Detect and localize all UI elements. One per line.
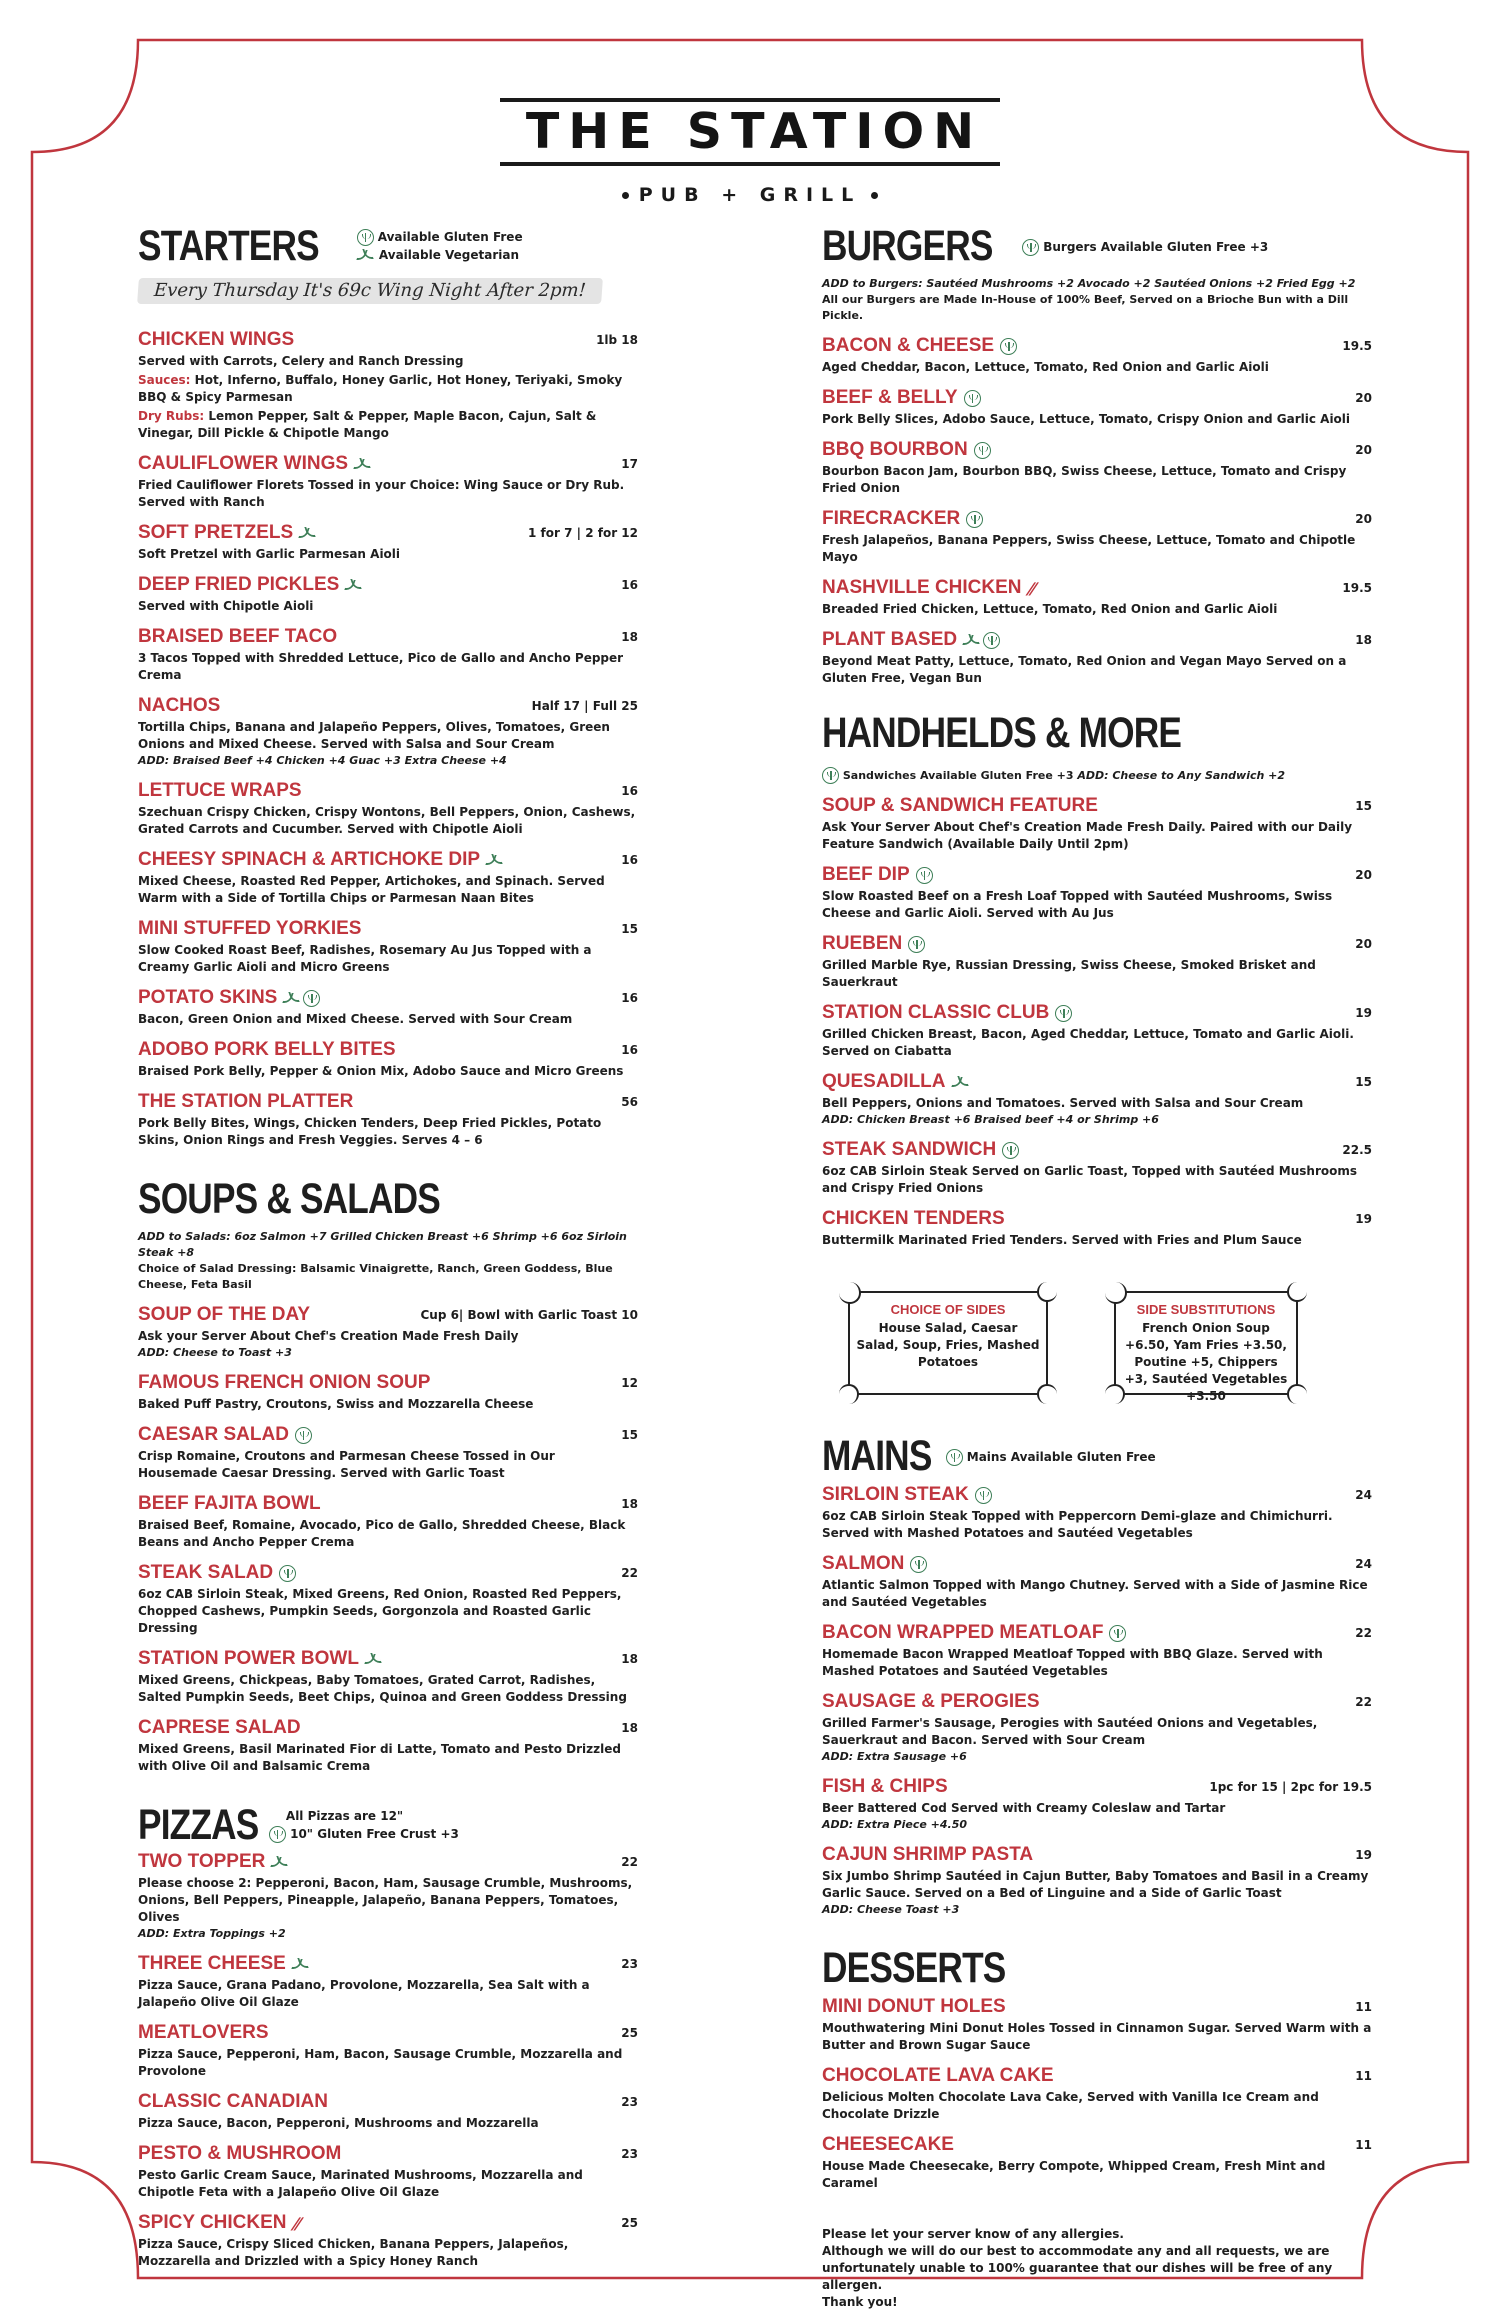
- sides-area: [822, 1249, 1372, 1424]
- section-header: [138, 1801, 638, 1849]
- rubs-list: Lemon Pepper, Salt & Pepper, Maple Bacon, Cajun, Salt & Vinegar, Dill Pickle & Chipotle Mango: [138, 409, 597, 440]
- item-description: Slow Cooked Roast Beef, Radishes, Rosemary Au Jus Topped with a Creamy Garlic Aioli and Micro Greens: [138, 943, 592, 974]
- rubs-label: Dry Rubs:: [138, 409, 205, 423]
- item-price: 22: [1355, 1626, 1372, 1640]
- menu-item: [822, 2134, 1372, 2192]
- menu-item: [822, 629, 1372, 687]
- section-burgers: [822, 222, 1372, 687]
- side-substitutions-text: French Onion Soup +6.50, Yam Fries +3.50, Poutine +5, Chippers +3, Sautéed Vegetables +3.50: [1124, 1321, 1288, 1403]
- item-price: 20: [1355, 937, 1372, 951]
- gluten-free-icon: [279, 1565, 296, 1582]
- item-name: LETTUCE WRAPS: [138, 780, 302, 801]
- item-price: 1 for 7 | 2 for 12: [528, 526, 638, 540]
- wing-dry-rubs: [138, 408, 638, 442]
- item-addon: ADD: Cheese to Toast +3: [138, 1346, 292, 1359]
- section-header: [822, 709, 1372, 757]
- brand-bottom-rule: [500, 162, 1000, 166]
- item-name: BACON & CHEESE: [822, 335, 995, 356]
- item-price: 18: [1355, 633, 1372, 647]
- pizza-gf-note: 10" Gluten Free Crust +3: [290, 1827, 459, 1841]
- vegetarian-icon: [952, 1077, 966, 1087]
- menu-item: [822, 1139, 1372, 1197]
- item-name: FISH & CHIPS: [822, 1776, 948, 1797]
- item-description: Baked Puff Pastry, Croutons, Swiss and Mozzarella Cheese: [138, 1397, 534, 1411]
- item-description: Bacon, Green Onion and Mixed Cheese. Served with Sour Cream: [138, 1012, 573, 1026]
- item-name: DEEP FRIED PICKLES: [138, 574, 340, 595]
- item-name: CAPRESE SALAD: [138, 1717, 301, 1738]
- side-substitutions-box: [1114, 1291, 1298, 1403]
- item-description: Pork Belly Bites, Wings, Chicken Tenders, Deep Fried Pickles, Potato Skins, Onion Rings and Fresh Veggies. Serves 4 – 6: [138, 1116, 602, 1147]
- item-name: CHICKEN TENDERS: [822, 1208, 1005, 1229]
- item-price: 24: [1355, 1557, 1372, 1571]
- item-name: CAJUN SHRIMP PASTA: [822, 1844, 1034, 1865]
- choice-of-sides-text: House Salad, Caesar Salad, Soup, Fries, Mashed Potatoes: [856, 1321, 1040, 1369]
- menu-item: [138, 2022, 638, 2080]
- menu-item: [822, 1844, 1372, 1918]
- item-price: 16: [621, 578, 638, 592]
- menu-item: [138, 849, 638, 907]
- side-substitutions-title: SIDE SUBSTITUTIONS: [1136, 1302, 1276, 1317]
- brand-title: THE STATION: [525, 103, 984, 160]
- item-description: Mixed Cheese, Roasted Red Pepper, Artichokes, and Spinach. Served Warm with a Side of Tortilla Chips or Parmesan Naan Bites: [138, 874, 605, 905]
- item-addon: ADD: Cheese Toast +3: [822, 1903, 960, 1916]
- item-description: Ask your Server About Chef's Creation Made Fresh Daily: [138, 1329, 519, 1343]
- menu-item: [138, 626, 638, 684]
- burger-addons-text: ADD to Burgers: Sautéed Mushrooms +2 Avocado +2 Sautéed Onions +2 Fried Egg +2: [822, 277, 1356, 290]
- item-description: Fried Cauliflower Florets Tossed in your Choice: Wing Sauce or Dry Rub. Served with Ranch: [138, 478, 625, 509]
- sandwich-cheese-addon: ADD: Cheese to Any Sandwich +2: [1077, 768, 1286, 782]
- item-description: Soft Pretzel with Garlic Parmesan Aioli: [138, 547, 401, 561]
- menu-item: [822, 933, 1372, 991]
- menu-item: [822, 795, 1372, 853]
- gluten-free-icon: [822, 767, 839, 784]
- item-price: 23: [621, 1957, 638, 1971]
- item-price: 15: [1355, 1075, 1372, 1089]
- item-name: CHOCOLATE LAVA CAKE: [822, 2065, 1054, 2086]
- item-description: Atlantic Salmon Topped with Mango Chutney. Served with a Side of Jasmine Rice and Sautéed Vegetables: [822, 1578, 1368, 1609]
- item-price: 22.5: [1342, 1143, 1372, 1157]
- item-name: ADOBO PORK BELLY BITES: [138, 1039, 396, 1060]
- choice-of-sides-title: CHOICE OF SIDES: [890, 1302, 1006, 1317]
- gluten-free-icon: [908, 936, 925, 953]
- section-header: [822, 1944, 1372, 1992]
- item-name: FIRECRACKER: [822, 508, 961, 529]
- menu-item: [138, 1091, 638, 1149]
- item-price: 23: [621, 2147, 638, 2161]
- item-description: Bourbon Bacon Jam, Bourbon BBQ, Swiss Cheese, Lettuce, Tomato and Crispy Fried Onion: [822, 464, 1347, 495]
- sandwich-gf-note-text: Sandwiches Available Gluten Free +3: [842, 768, 1074, 782]
- item-name: CAULIFLOWER WINGS: [138, 453, 349, 474]
- item-name: STATION CLASSIC CLUB: [822, 1002, 1050, 1023]
- item-price: 18: [621, 630, 638, 644]
- item-description: Breaded Fried Chicken, Lettuce, Tomato, Red Onion and Garlic Aioli: [822, 602, 1278, 616]
- item-description: Braised Beef, Romaine, Avocado, Pico de Gallo, Shredded Cheese, Black Beans and Ancho Pepper Crema: [138, 1518, 626, 1549]
- item-name: THE STATION PLATTER: [138, 1091, 354, 1112]
- gluten-free-icon: [1022, 239, 1039, 256]
- bullet-dot-icon: [871, 192, 878, 199]
- menu-item: [822, 577, 1372, 618]
- burger-gf-note-text: Burgers Available Gluten Free +3: [1043, 240, 1269, 254]
- item-name: SALMON: [822, 1553, 905, 1574]
- section-soups-salads: [138, 1175, 638, 1775]
- item-name: MINI STUFFED YORKIES: [138, 918, 362, 939]
- item-price: Cup 6| Bowl with Garlic Toast 10: [420, 1308, 638, 1322]
- item-price: 19: [1355, 1848, 1372, 1862]
- item-name: PLANT BASED: [822, 629, 958, 650]
- sauces-label: Sauces:: [138, 373, 191, 387]
- menu-item: [822, 1553, 1372, 1611]
- item-name: POTATO SKINS: [138, 987, 278, 1008]
- gluten-free-icon: [269, 1826, 286, 1843]
- gluten-free-icon: [964, 390, 981, 407]
- item-name: CHEESY SPINACH & ARTICHOKE DIP: [138, 849, 481, 870]
- pizza-notes: [263, 1801, 459, 1843]
- item-name: BEEF & BELLY: [822, 387, 958, 408]
- item-name: RUEBEN: [822, 933, 903, 954]
- item-name: QUESADILLA: [822, 1071, 946, 1092]
- salad-addons: [138, 1229, 638, 1261]
- gluten-free-icon: [946, 1449, 963, 1466]
- item-name: SOFT PRETZELS: [138, 522, 294, 543]
- menu-item: [138, 918, 638, 976]
- item-description: Aged Cheddar, Bacon, Lettuce, Tomato, Red Onion and Garlic Aioli: [822, 360, 1269, 374]
- menu-item: [138, 453, 638, 511]
- gluten-free-icon: [1000, 338, 1017, 355]
- gluten-free-icon: [916, 867, 933, 884]
- legend-gluten-free: Available Gluten Free: [377, 230, 523, 244]
- item-description: Mouthwatering Mini Donut Holes Tossed in Cinnamon Sugar. Served Warm with a Butter and Brown Sugar Sauce: [822, 2021, 1372, 2052]
- vegetarian-icon: [283, 993, 297, 1003]
- item-price: 1lb 18: [596, 333, 638, 347]
- item-addon: ADD: Chicken Breast +6 Braised beef +4 or Shrimp +6: [822, 1113, 1159, 1126]
- item-name: MEATLOVERS: [138, 2022, 269, 2043]
- section-desserts: [822, 1944, 1372, 2192]
- sandwich-gf-note: [822, 767, 1372, 784]
- menu-item: [138, 1493, 638, 1551]
- diet-legend: [351, 222, 523, 264]
- item-addon: ADD: Extra Piece +4.50: [822, 1818, 968, 1831]
- gluten-free-icon: [1109, 1625, 1126, 1642]
- item-description: Pizza Sauce, Bacon, Pepperoni, Mushrooms and Mozzarella: [138, 2116, 539, 2130]
- item-description: Fresh Jalapeños, Banana Peppers, Swiss Cheese, Lettuce, Tomato and Chipotle Mayo: [822, 533, 1356, 564]
- item-description: Grilled Farmer's Sausage, Perogies with Sautéed Onions and Vegetables, Sauerkraut and Bacon. Served with Sour Cream: [822, 1716, 1318, 1747]
- item-price: 17: [621, 457, 638, 471]
- section-title: BURGERS: [822, 222, 993, 270]
- item-description: Served with Carrots, Celery and Ranch Dressing: [138, 354, 464, 368]
- allergy-line-3: Thank you!: [822, 2295, 898, 2309]
- item-name: NASHVILLE CHICKEN: [822, 577, 1022, 598]
- item-description: Pizza Sauce, Grana Padano, Provolone, Mozzarella, Sea Salt with a Jalapeño Olive Oil Glaze: [138, 1978, 590, 2009]
- item-description: Grilled Marble Rye, Russian Dressing, Swiss Cheese, Smoked Brisket and Sauerkraut: [822, 958, 1316, 989]
- allergy-line-2: Although we will do our best to accommodate any and all requests, we are unfortunately unable to 100% guarantee that our dishes will be free of any allergen.: [822, 2244, 1333, 2292]
- item-name: SAUSAGE & PEROGIES: [822, 1691, 1040, 1712]
- item-name: TWO TOPPER: [138, 1851, 266, 1872]
- item-name: CHEESECAKE: [822, 2134, 954, 2155]
- item-name: CAESAR SALAD: [138, 1424, 289, 1445]
- item-price: 11: [1355, 2000, 1372, 2014]
- section-handhelds: [822, 709, 1372, 1249]
- item-description: Braised Pork Belly, Pepper & Onion Mix, Adobo Sauce and Micro Greens: [138, 1064, 624, 1078]
- item-price: 16: [621, 784, 638, 798]
- section-header: [822, 222, 1372, 270]
- item-price: 12: [621, 1376, 638, 1390]
- item-name: STATION POWER BOWL: [138, 1648, 359, 1669]
- item-name: BRAISED BEEF TACO: [138, 626, 338, 647]
- section-header: [138, 1175, 638, 1223]
- item-price: 20: [1355, 391, 1372, 405]
- vegetarian-icon: [365, 1654, 379, 1664]
- item-description: 6oz CAB Sirloin Steak Topped with Peppercorn Demi-glaze and Chimichurri. Served with Mashed Potatoes and Sautéed Vegetables: [822, 1509, 1333, 1540]
- menu-item: [822, 864, 1372, 922]
- menu-item: [138, 2212, 638, 2270]
- item-price: 18: [621, 1497, 638, 1511]
- gluten-free-icon: [1055, 1005, 1072, 1022]
- item-price: 20: [1355, 443, 1372, 457]
- item-price: 16: [621, 991, 638, 1005]
- item-addon: ADD: Extra Sausage +6: [822, 1750, 967, 1763]
- item-name: STEAK SALAD: [138, 1562, 274, 1583]
- brand-subtitle-text: PUB + GRILL: [638, 184, 862, 206]
- item-price: 25: [621, 2026, 638, 2040]
- choice-of-sides-box: [848, 1291, 1048, 1395]
- item-description: 6oz CAB Sirloin Steak, Mixed Greens, Red Onion, Roasted Red Peppers, Chopped Cashews, Pumpkin Seeds, Gorgonzola and Roasted Garlic Dressing: [138, 1587, 622, 1635]
- menu-item: [138, 780, 638, 838]
- item-price: 18: [621, 1721, 638, 1735]
- item-price: 19.5: [1342, 581, 1372, 595]
- menu-item: [138, 1851, 638, 1942]
- sauces-list: Hot, Inferno, Buffalo, Honey Garlic, Hot Honey, Teriyaki, Smoky BBQ & Spicy Parmesan: [138, 373, 623, 404]
- menu-item: [822, 2065, 1372, 2123]
- salad-dressing-note: Choice of Salad Dressing: Balsamic Vinaigrette, Ranch, Green Goddess, Blue Cheese, Feta Basil: [138, 1262, 613, 1291]
- gluten-free-icon: [1002, 1142, 1019, 1159]
- menu-item: [138, 1039, 638, 1080]
- left-column: [138, 222, 638, 2270]
- menu-item: [822, 1071, 1372, 1128]
- item-name: STEAK SANDWICH: [822, 1139, 997, 1160]
- allergy-line-1: Please let your server know of any allergies.: [822, 2227, 1124, 2241]
- burger-gf-note: [1016, 222, 1268, 256]
- item-addon: ADD: Braised Beef +4 Chicken +4 Guac +3 Extra Cheese +4: [138, 754, 507, 767]
- vegetarian-icon: [486, 855, 500, 865]
- menu-item: [822, 1484, 1372, 1542]
- menu-item: [138, 2143, 638, 2201]
- menu-item: [138, 695, 638, 769]
- item-description: Six Jumbo Shrimp Sautéed in Cajun Butter, Baby Tomatoes and Basil in a Creamy Garlic Sauce. Served on a Bed of Linguine and a Side of Garlic Toast: [822, 1869, 1369, 1900]
- menu-item: [822, 508, 1372, 566]
- item-price: 19.5: [1342, 339, 1372, 353]
- spicy-icon: //: [289, 2213, 302, 2233]
- item-name: BACON WRAPPED MEATLOAF: [822, 1622, 1104, 1643]
- item-price: 15: [1355, 799, 1372, 813]
- item-description: Bell Peppers, Onions and Tomatoes. Served with Salsa and Sour Cream: [822, 1096, 1304, 1110]
- section-starters: [138, 222, 638, 1149]
- bullet-dot-icon: [622, 192, 629, 199]
- item-name: SOUP OF THE DAY: [138, 1304, 311, 1325]
- item-price: 20: [1355, 868, 1372, 882]
- pizza-size-note: All Pizzas are 12": [285, 1809, 404, 1823]
- vegetarian-icon: [292, 1959, 306, 1969]
- menu-item: [138, 1953, 638, 2011]
- menu-item: [138, 1562, 638, 1637]
- item-description: Grilled Chicken Breast, Bacon, Aged Cheddar, Lettuce, Tomato and Garlic Aioli. Served on Ciabatta: [822, 1027, 1354, 1058]
- item-price: 1pc for 15 | 2pc for 19.5: [1209, 1780, 1372, 1794]
- item-description: Served with Chipotle Aioli: [138, 599, 314, 613]
- item-description: House Made Cheesecake, Berry Compote, Whipped Cream, Fresh Mint and Caramel: [822, 2159, 1326, 2190]
- item-name: SPICY CHICKEN: [138, 2212, 287, 2233]
- gluten-free-icon: [983, 632, 1000, 649]
- item-description: Tortilla Chips, Banana and Jalapeño Peppers, Olives, Tomatoes, Green Onions and Mixed Cheese. Served with Salsa and Sour Cream: [138, 720, 610, 751]
- item-name: BBQ BOURBON: [822, 439, 968, 460]
- menu-item: [822, 1691, 1372, 1765]
- item-price: 16: [621, 1043, 638, 1057]
- section-title: SOUPS & SALADS: [138, 1175, 440, 1223]
- item-price: 15: [621, 1428, 638, 1442]
- salad-addons-text: ADD to Salads: 6oz Salmon +7 Grilled Chicken Breast +6 Shrimp +6 6oz Sirloin Steak +8: [138, 1230, 627, 1259]
- item-description: Crisp Romaine, Croutons and Parmesan Cheese Tossed in Our Housemade Caesar Dressing. Served with Garlic Toast: [138, 1449, 555, 1480]
- item-price: 22: [1355, 1695, 1372, 1709]
- item-price: 11: [1355, 2138, 1372, 2152]
- item-description: Delicious Molten Chocolate Lava Cake, Served with Vanilla Ice Cream and Chocolate Drizzle: [822, 2090, 1319, 2121]
- spicy-icon: //: [1024, 578, 1037, 598]
- item-description: Mixed Greens, Basil Marinated Fior di Latte, Tomato and Pesto Drizzled with Olive Oil and Balsamic Crema: [138, 1742, 621, 1773]
- section-header: [138, 222, 638, 270]
- item-price: 22: [621, 1855, 638, 1869]
- item-description: Pizza Sauce, Crispy Sliced Chicken, Banana Peppers, Jalapeños, Mozzarella and Drizzled with a Spicy Honey Ranch: [138, 2237, 569, 2268]
- menu-item: [822, 1002, 1372, 1060]
- vegetarian-icon: [299, 528, 313, 538]
- menu-item: [138, 522, 638, 563]
- gluten-free-icon: [303, 990, 320, 1007]
- gluten-free-icon: [974, 442, 991, 459]
- section-title: DESSERTS: [822, 1944, 1006, 1992]
- vegetarian-icon: [345, 580, 359, 590]
- vegetarian-icon: [357, 250, 371, 260]
- vegetarian-icon: [271, 1857, 285, 1867]
- item-price: 22: [621, 1566, 638, 1580]
- burger-addons: [822, 276, 1372, 292]
- menu-item: [822, 335, 1372, 376]
- item-name: PESTO & MUSHROOM: [138, 2143, 342, 2164]
- section-header: [822, 1432, 1372, 1480]
- item-price: 24: [1355, 1488, 1372, 1502]
- menu-item: [822, 387, 1372, 428]
- item-name: CHICKEN WINGS: [138, 329, 295, 350]
- item-name: MINI DONUT HOLES: [822, 1996, 1006, 2017]
- item-name: BEEF DIP: [822, 864, 910, 885]
- section-title: MAINS: [822, 1432, 932, 1480]
- section-title: PIZZAS: [138, 1801, 259, 1849]
- item-price: 25: [621, 2216, 638, 2230]
- item-price: 19: [1355, 1006, 1372, 1020]
- wing-sauces: [138, 372, 638, 406]
- gluten-free-icon: [966, 511, 983, 528]
- item-price: 19: [1355, 1212, 1372, 1226]
- item-description: 6oz CAB Sirloin Steak Served on Garlic Toast, Topped with Sautéed Mushrooms and Crispy Fried Onions: [822, 1164, 1358, 1195]
- gluten-free-icon: [975, 1487, 992, 1504]
- menu-item: [138, 329, 638, 442]
- gluten-free-icon: [357, 229, 374, 246]
- menu-item: [822, 1208, 1372, 1249]
- menu-item: [822, 1622, 1372, 1680]
- item-description: Homemade Bacon Wrapped Meatloaf Topped with BBQ Glaze. Served with Mashed Potatoes and Sautéed Vegetables: [822, 1647, 1323, 1678]
- item-description: Mixed Greens, Chickpeas, Baby Tomatoes, Grated Carrot, Radishes, Salted Pumpkin Seeds, Beet Chips, Quinoa and Green Goddess Dressing: [138, 1673, 627, 1704]
- menu-item: [822, 439, 1372, 497]
- menu-item: [138, 574, 638, 615]
- gluten-free-icon: [295, 1427, 312, 1444]
- menu-item: [138, 1424, 638, 1482]
- item-description: Beer Battered Cod Served with Creamy Coleslaw and Tartar: [822, 1801, 1226, 1815]
- section-title: HANDHELDS & MORE: [822, 709, 1182, 757]
- section-mains: [822, 1432, 1372, 1918]
- item-price: 56: [621, 1095, 638, 1109]
- item-name: BEEF FAJITA BOWL: [138, 1493, 321, 1514]
- item-name: SOUP & SANDWICH FEATURE: [822, 795, 1098, 816]
- item-description: Pizza Sauce, Pepperoni, Ham, Bacon, Sausage Crumble, Mozzarella and Provolone: [138, 2047, 623, 2078]
- right-column: [822, 222, 1372, 2311]
- menu-item: [138, 1717, 638, 1775]
- gluten-free-icon: [910, 1556, 927, 1573]
- menu-item: [138, 2091, 638, 2132]
- item-description: Ask Your Server About Chef's Creation Made Fresh Daily. Paired with our Daily Feature Sandwich (Available Daily Until 2pm): [822, 820, 1353, 851]
- item-description: Buttermilk Marinated Fried Tenders. Served with Fries and Plum Sauce: [822, 1233, 1302, 1247]
- item-price: 23: [621, 2095, 638, 2109]
- burger-info: All our Burgers are Made In-House of 100% Beef, Served on a Brioche Bun with a Dill Pickle.: [822, 293, 1349, 322]
- item-price: Half 17 | Full 25: [531, 699, 638, 713]
- menu-item: [138, 987, 638, 1028]
- item-price: 20: [1355, 512, 1372, 526]
- menu-item: [822, 1776, 1372, 1833]
- item-description: Pesto Garlic Cream Sauce, Marinated Mushrooms, Mozzarella and Chipotle Feta with a Jalapeño Olive Oil Glaze: [138, 2168, 583, 2199]
- menu-item: [822, 1996, 1372, 2054]
- item-description: Pork Belly Slices, Adobo Sauce, Lettuce, Tomato, Crispy Onion and Garlic Aioli: [822, 412, 1351, 426]
- item-name: CLASSIC CANADIAN: [138, 2091, 328, 2112]
- legend-vegetarian: Available Vegetarian: [378, 248, 520, 262]
- item-description: Beyond Meat Patty, Lettuce, Tomato, Red Onion and Vegan Mayo Served on a Gluten Free, Vegan Bun: [822, 654, 1347, 685]
- menu-item: [138, 1304, 638, 1361]
- vegetarian-icon: [354, 459, 368, 469]
- item-description: Slow Roasted Beef on a Fresh Loaf Topped with Sautéed Mushrooms, Swiss Cheese and Garlic Aioli. Served with Au Jus: [822, 889, 1333, 920]
- item-description: Szechuan Crispy Chicken, Crispy Wontons, Bell Peppers, Onion, Cashews, Grated Carrots and Cucumber. Served with Chipotle Aioli: [138, 805, 636, 836]
- item-price: 15: [621, 922, 638, 936]
- menu-item: [138, 1372, 638, 1413]
- brand-logo: [500, 98, 1000, 206]
- section-pizzas: [138, 1801, 638, 2270]
- item-name: SIRLOIN STEAK: [822, 1484, 969, 1505]
- item-addon: ADD: Extra Toppings +2: [138, 1927, 286, 1940]
- item-description: 3 Tacos Topped with Shredded Lettuce, Pico de Gallo and Ancho Pepper Crema: [138, 651, 624, 682]
- menu-item: [138, 1648, 638, 1706]
- section-title: STARTERS: [138, 222, 319, 270]
- item-name: NACHOS: [138, 695, 221, 716]
- item-name: THREE CHEESE: [138, 1953, 286, 1974]
- brand-subtitle: [500, 184, 1000, 206]
- item-price: 18: [621, 1652, 638, 1666]
- item-name: FAMOUS FRENCH ONION SOUP: [138, 1372, 431, 1393]
- mains-gf-note-text: Mains Available Gluten Free: [966, 1450, 1156, 1464]
- allergy-notice: [822, 2226, 1372, 2311]
- item-price: 16: [621, 853, 638, 867]
- mains-gf-note: [940, 1432, 1156, 1466]
- wing-night-banner: Every Thursday It's 69c Wing Night After 2pm!: [137, 278, 603, 304]
- item-description: Please choose 2: Pepperoni, Bacon, Ham, Sausage Crumble, Mushrooms, Onions, Bell Peppers, Pineapple, Jalapeño, Banana Peppers, Tomatoes, Olives: [138, 1876, 633, 1924]
- vegetarian-icon: [963, 635, 977, 645]
- item-price: 11: [1355, 2069, 1372, 2083]
